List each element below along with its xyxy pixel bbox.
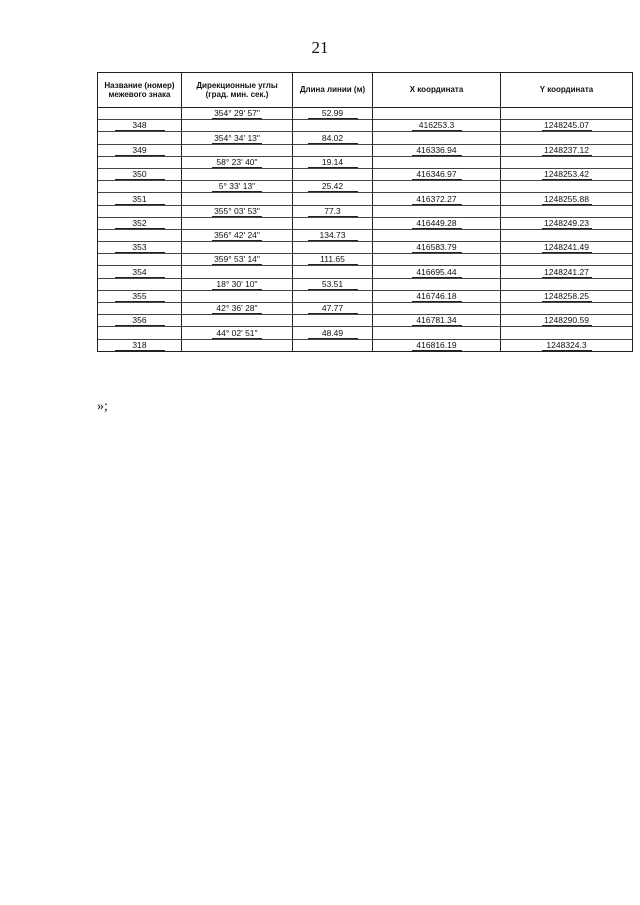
x-coordinate-cell <box>373 278 501 290</box>
point-name-value: 356 <box>115 315 165 326</box>
y-coordinate-cell <box>501 193 633 205</box>
length-cell <box>293 168 373 180</box>
point-name-value: 318 <box>115 340 165 351</box>
point-name-cell <box>98 315 182 327</box>
y-coordinate-cell <box>501 181 633 193</box>
y-coordinate-cell <box>501 132 633 144</box>
point-name-cell <box>98 242 182 254</box>
x-coordinate-value: 416253.3 <box>412 120 462 131</box>
table-row-segment <box>98 132 633 144</box>
table-header-row <box>98 73 633 108</box>
x-coordinate-value: 416449.28 <box>412 218 462 229</box>
angle-value: 354° 29' 57" <box>212 108 262 119</box>
table-row-boundary-point <box>98 315 633 327</box>
point-name-cell <box>98 339 182 351</box>
y-coordinate-cell <box>501 254 633 266</box>
y-coordinate-cell <box>501 120 633 132</box>
length-cell <box>293 315 373 327</box>
length-cell <box>293 242 373 254</box>
point-name-cell <box>98 229 182 241</box>
point-name-cell <box>98 168 182 180</box>
angle-cell <box>182 278 293 290</box>
length-cell <box>293 278 373 290</box>
table-row-segment <box>98 108 633 120</box>
angle-cell <box>182 339 293 351</box>
angle-cell <box>182 181 293 193</box>
table-row-segment <box>98 156 633 168</box>
y-coordinate-value: 1248258.25 <box>542 291 592 302</box>
length-cell <box>293 217 373 229</box>
x-coordinate-value: 416583.79 <box>412 242 462 253</box>
y-coordinate-value: 1248237.12 <box>542 145 592 156</box>
length-value: 134.73 <box>308 230 358 241</box>
length-cell <box>293 108 373 120</box>
x-coordinate-cell <box>373 193 501 205</box>
table-row-boundary-point <box>98 290 633 302</box>
table-row-segment <box>98 327 633 339</box>
table-row-boundary-point <box>98 339 633 351</box>
x-coordinate-cell <box>373 132 501 144</box>
x-coordinate-value: 416695.44 <box>412 267 462 278</box>
point-name-value: 350 <box>115 169 165 180</box>
table-row-boundary-point <box>98 144 633 156</box>
point-name-cell <box>98 290 182 302</box>
point-name-cell <box>98 156 182 168</box>
x-coordinate-value: 416346.97 <box>412 169 462 180</box>
table-row-segment <box>98 181 633 193</box>
header-y-coordinate: Y координата <box>501 73 633 108</box>
x-coordinate-cell <box>373 315 501 327</box>
angle-cell <box>182 229 293 241</box>
point-name-value: 355 <box>115 291 165 302</box>
table-row-segment <box>98 254 633 266</box>
length-value: 53.51 <box>308 279 358 290</box>
x-coordinate-value: 416746.18 <box>412 291 462 302</box>
table-row-boundary-point <box>98 266 633 278</box>
point-name-cell <box>98 266 182 278</box>
y-coordinate-cell <box>501 108 633 120</box>
angle-cell <box>182 108 293 120</box>
y-coordinate-value: 1248324.3 <box>542 340 592 351</box>
x-coordinate-value: 416372.27 <box>412 194 462 205</box>
table-row-boundary-point <box>98 217 633 229</box>
point-name-cell <box>98 303 182 315</box>
length-cell <box>293 290 373 302</box>
point-name-cell <box>98 193 182 205</box>
x-coordinate-cell <box>373 339 501 351</box>
header-x-coordinate: X координата <box>373 73 501 108</box>
angle-cell <box>182 120 293 132</box>
angle-cell <box>182 290 293 302</box>
y-coordinate-cell <box>501 156 633 168</box>
page-number: 21 <box>311 38 329 57</box>
y-coordinate-value: 1248241.27 <box>542 267 592 278</box>
length-cell <box>293 193 373 205</box>
y-coordinate-cell <box>501 242 633 254</box>
angle-cell <box>182 205 293 217</box>
y-coordinate-cell <box>501 290 633 302</box>
angle-value: 356° 42' 24" <box>212 230 262 241</box>
point-name-cell <box>98 144 182 156</box>
angle-cell <box>182 168 293 180</box>
point-name-value: 353 <box>115 242 165 253</box>
angle-value: 58° 23' 40" <box>212 157 262 168</box>
length-cell <box>293 205 373 217</box>
point-name-value: 354 <box>115 267 165 278</box>
angle-cell <box>182 266 293 278</box>
point-name-cell <box>98 254 182 266</box>
y-coordinate-value: 1248255.88 <box>542 194 592 205</box>
y-coordinate-value: 1248241.49 <box>542 242 592 253</box>
x-coordinate-value: 416781.34 <box>412 315 462 326</box>
length-value: 25.42 <box>308 181 358 192</box>
header-line-length: Длина линии (м) <box>293 73 373 108</box>
angle-value: 44° 02' 51" <box>212 328 262 339</box>
angle-cell <box>182 193 293 205</box>
x-coordinate-cell <box>373 144 501 156</box>
point-name-cell <box>98 327 182 339</box>
x-coordinate-cell <box>373 254 501 266</box>
point-name-cell <box>98 217 182 229</box>
point-name-cell <box>98 205 182 217</box>
length-value: 48.49 <box>308 328 358 339</box>
y-coordinate-cell <box>501 229 633 241</box>
x-coordinate-value: 416336.94 <box>412 145 462 156</box>
length-cell <box>293 156 373 168</box>
angle-value: 354° 34' 13" <box>212 133 262 144</box>
angle-value: 42° 36' 28" <box>212 303 262 314</box>
length-cell <box>293 327 373 339</box>
y-coordinate-value: 1248249.23 <box>542 218 592 229</box>
length-cell <box>293 144 373 156</box>
table-row-segment <box>98 229 633 241</box>
length-value: 77.3 <box>308 206 358 217</box>
table-row-segment <box>98 303 633 315</box>
y-coordinate-value: 1248253.42 <box>542 169 592 180</box>
point-name-cell <box>98 278 182 290</box>
table-row-boundary-point <box>98 168 633 180</box>
angle-cell <box>182 242 293 254</box>
length-cell <box>293 266 373 278</box>
header-point-name: Название (номер) межевого знака <box>98 73 182 108</box>
angle-value: 5° 33' 13" <box>212 181 262 192</box>
point-name-value: 351 <box>115 194 165 205</box>
angle-cell <box>182 315 293 327</box>
boundary-coordinates-table <box>97 72 633 352</box>
y-coordinate-cell <box>501 327 633 339</box>
length-cell <box>293 339 373 351</box>
y-coordinate-cell <box>501 278 633 290</box>
y-coordinate-value: 1248290.59 <box>542 315 592 326</box>
x-coordinate-cell <box>373 303 501 315</box>
length-cell <box>293 229 373 241</box>
length-value: 84.02 <box>308 133 358 144</box>
angle-value: 355° 03' 53" <box>212 206 262 217</box>
x-coordinate-cell <box>373 156 501 168</box>
table-row-boundary-point <box>98 242 633 254</box>
x-coordinate-cell <box>373 120 501 132</box>
length-value: 47.77 <box>308 303 358 314</box>
length-cell <box>293 254 373 266</box>
y-coordinate-cell <box>501 303 633 315</box>
length-value: 111.65 <box>308 254 358 265</box>
y-coordinate-cell <box>501 266 633 278</box>
angle-cell <box>182 303 293 315</box>
point-name-cell <box>98 181 182 193</box>
angle-value: 359° 53' 14" <box>212 254 262 265</box>
x-coordinate-cell <box>373 229 501 241</box>
x-coordinate-cell <box>373 242 501 254</box>
table-row-segment <box>98 278 633 290</box>
length-cell <box>293 181 373 193</box>
y-coordinate-cell <box>501 144 633 156</box>
point-name-cell <box>98 108 182 120</box>
point-name-cell <box>98 120 182 132</box>
y-coordinate-cell <box>501 168 633 180</box>
point-name-value: 348 <box>115 120 165 131</box>
point-name-value: 352 <box>115 218 165 229</box>
point-name-value: 349 <box>115 145 165 156</box>
x-coordinate-cell <box>373 168 501 180</box>
header-direction-angle: Дирекционные углы (град. мин. сек.) <box>182 73 293 108</box>
y-coordinate-cell <box>501 315 633 327</box>
x-coordinate-cell <box>373 181 501 193</box>
y-coordinate-cell <box>501 205 633 217</box>
x-coordinate-cell <box>373 205 501 217</box>
x-coordinate-value: 416816.19 <box>412 340 462 351</box>
x-coordinate-cell <box>373 327 501 339</box>
angle-cell <box>182 327 293 339</box>
table-row-segment <box>98 205 633 217</box>
angle-cell <box>182 156 293 168</box>
table-row-boundary-point <box>98 120 633 132</box>
angle-cell <box>182 144 293 156</box>
x-coordinate-cell <box>373 108 501 120</box>
table-row-boundary-point <box>98 193 633 205</box>
y-coordinate-cell <box>501 339 633 351</box>
closing-quote-mark: »; <box>97 399 108 414</box>
x-coordinate-cell <box>373 217 501 229</box>
length-cell <box>293 132 373 144</box>
length-cell <box>293 303 373 315</box>
length-cell <box>293 120 373 132</box>
angle-cell <box>182 132 293 144</box>
length-value: 19.14 <box>308 157 358 168</box>
y-coordinate-cell <box>501 217 633 229</box>
angle-cell <box>182 217 293 229</box>
point-name-cell <box>98 132 182 144</box>
angle-cell <box>182 254 293 266</box>
x-coordinate-cell <box>373 290 501 302</box>
y-coordinate-value: 1248245.07 <box>542 120 592 131</box>
length-value: 52.99 <box>308 108 358 119</box>
angle-value: 18° 30' 10" <box>212 279 262 290</box>
x-coordinate-cell <box>373 266 501 278</box>
